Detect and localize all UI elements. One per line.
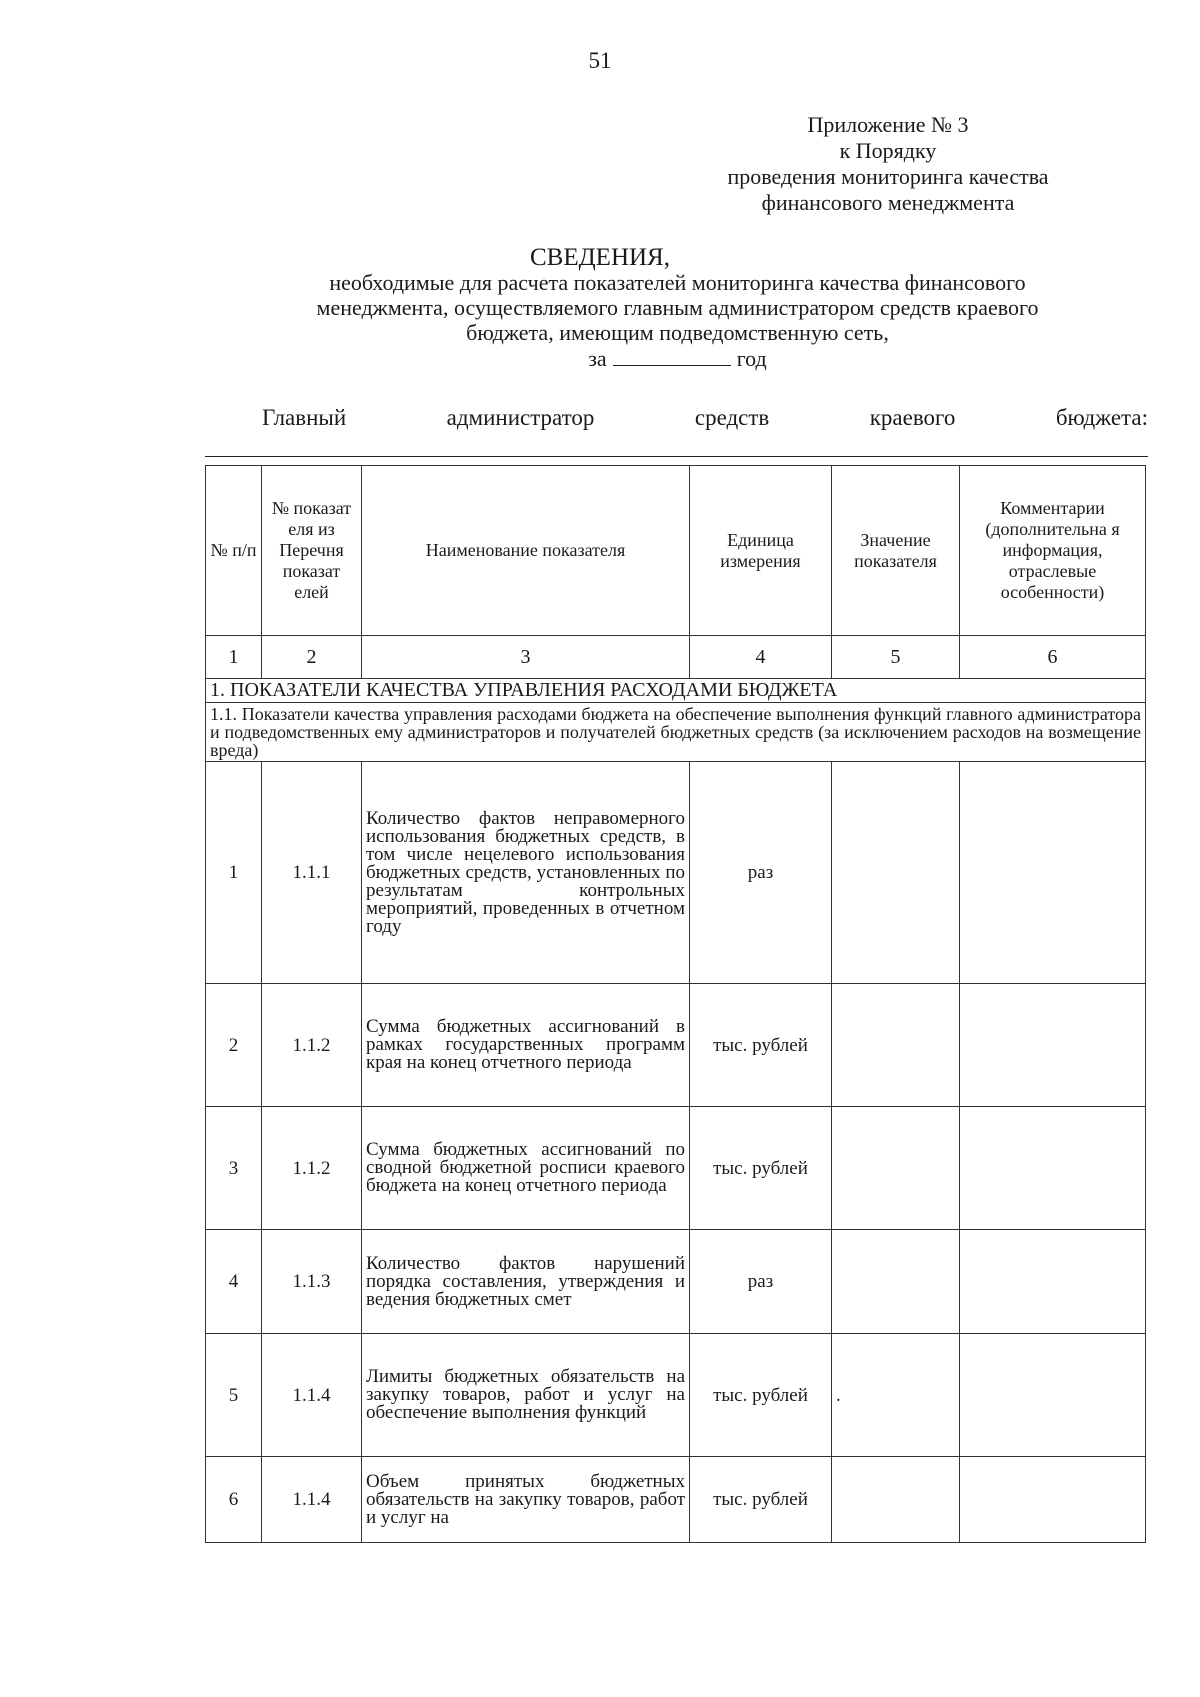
indicators-table bbox=[205, 465, 1146, 1543]
unit-of-measure: раз bbox=[690, 1230, 832, 1334]
header-cell: № показат еля из Перечня показат елей bbox=[262, 466, 362, 636]
row-number: 2 bbox=[206, 984, 262, 1107]
subtitle-line: необходимые для расчета показателей мониторинга качества финансового bbox=[329, 270, 1026, 295]
table-row bbox=[206, 1107, 1146, 1230]
appendix-line: Приложение № 3 bbox=[807, 112, 969, 137]
indicator-comment bbox=[960, 1334, 1146, 1457]
admin-word: краевого bbox=[869, 405, 956, 430]
admin-word: средств bbox=[694, 405, 770, 430]
appendix-line: проведения мониторинга качества bbox=[727, 164, 1049, 189]
period-suffix: год bbox=[736, 346, 767, 371]
indicator-comment bbox=[960, 762, 1146, 984]
indicator-code: 1.1.1 bbox=[262, 762, 362, 984]
indicator-value bbox=[832, 1107, 960, 1230]
indicator-name: Количество фактов неправомерного использования бюджетных средств, в том числе нецелевого использования бюджетных средств, установленных по результатам контрольных мероприятий, проведенных в отчетном году bbox=[362, 762, 690, 984]
row-number: 6 bbox=[206, 1457, 262, 1543]
table-row bbox=[206, 1230, 1146, 1334]
indicator-name: Объем принятых бюджетных обязательств на закупку товаров, работ и услуг на bbox=[362, 1457, 690, 1543]
indicator-value bbox=[832, 984, 960, 1107]
section-row bbox=[206, 679, 1146, 703]
subsection-heading: 1.1. Показатели качества управления расходами бюджета на обеспечение выполнения функций главного администратора и подведомственных ему администраторов и получателей бюджетных средств (за исключением расходов на возмещение вреда) bbox=[206, 703, 1146, 762]
appendix-line: финансового менеджмента bbox=[761, 190, 1015, 215]
appendix-reference bbox=[628, 112, 1148, 216]
indicator-comment bbox=[960, 984, 1146, 1107]
chief-administrator-label bbox=[262, 405, 1148, 431]
row-number: 3 bbox=[206, 1107, 262, 1230]
unit-of-measure: тыс. рублей bbox=[690, 1457, 832, 1543]
indicator-value bbox=[832, 1457, 960, 1543]
reporting-period bbox=[195, 345, 1160, 371]
page-number: 51 bbox=[588, 48, 612, 73]
unit-of-measure: раз bbox=[690, 762, 832, 984]
subtitle-line: менеджмента, осуществляемого главным администратором средств краевого bbox=[316, 295, 1039, 320]
subsection-row bbox=[206, 703, 1146, 762]
unit-of-measure: тыс. рублей bbox=[690, 1334, 832, 1457]
column-number: 3 bbox=[362, 636, 690, 679]
header-cell: Единица измерения bbox=[690, 466, 832, 636]
column-number: 6 bbox=[960, 636, 1146, 679]
admin-word: Главный bbox=[262, 405, 347, 430]
column-number-row bbox=[206, 636, 1146, 679]
indicator-comment bbox=[960, 1457, 1146, 1543]
period-blank-field bbox=[613, 345, 731, 366]
unit-of-measure: тыс. рублей bbox=[690, 984, 832, 1107]
header-cell: Комментарии (дополнительна я информация, отраслевые особенности) bbox=[960, 466, 1146, 636]
header-cell: Значение показателя bbox=[832, 466, 960, 636]
indicator-name: Количество фактов нарушений порядка составления, утверждения и ведения бюджетных смет bbox=[362, 1230, 690, 1334]
indicator-name: Лимиты бюджетных обязательств на закупку товаров, работ и услуг на обеспечение выполнения функций bbox=[362, 1334, 690, 1457]
table-row bbox=[206, 984, 1146, 1107]
indicator-value bbox=[832, 1230, 960, 1334]
column-number: 5 bbox=[832, 636, 960, 679]
indicator-code: 1.1.3 bbox=[262, 1230, 362, 1334]
admin-word: бюджета: bbox=[1055, 405, 1148, 430]
table-row bbox=[206, 1457, 1146, 1543]
document-subtitle bbox=[195, 270, 1160, 371]
section-heading: 1. ПОКАЗАТЕЛИ КАЧЕСТВА УПРАВЛЕНИЯ РАСХОДАМИ БЮДЖЕТА bbox=[206, 679, 1146, 703]
document-title: СВЕДЕНИЯ, bbox=[530, 244, 670, 271]
indicator-code: 1.1.2 bbox=[262, 1107, 362, 1230]
indicator-code: 1.1.4 bbox=[262, 1457, 362, 1543]
row-number: 5 bbox=[206, 1334, 262, 1457]
indicator-value bbox=[832, 762, 960, 984]
table-header-row bbox=[206, 466, 1146, 636]
column-number: 1 bbox=[206, 636, 262, 679]
table-row bbox=[206, 762, 1146, 984]
header-cell: № п/п bbox=[206, 466, 262, 636]
indicator-name: Сумма бюджетных ассигнований в рамках государственных программ края на конец отчетного периода bbox=[362, 984, 690, 1107]
subtitle-line: бюджета, имеющим подведомственную сеть, bbox=[466, 320, 889, 345]
appendix-line: к Порядку bbox=[839, 138, 937, 163]
column-number: 2 bbox=[262, 636, 362, 679]
indicator-code: 1.1.4 bbox=[262, 1334, 362, 1457]
indicator-code: 1.1.2 bbox=[262, 984, 362, 1107]
table-row bbox=[206, 1334, 1146, 1457]
unit-of-measure: тыс. рублей bbox=[690, 1107, 832, 1230]
indicator-value: . bbox=[832, 1334, 960, 1457]
period-prefix: за bbox=[588, 346, 607, 371]
admin-word: администратор bbox=[446, 405, 595, 430]
row-number: 1 bbox=[206, 762, 262, 984]
header-cell: Наименование показателя bbox=[362, 466, 690, 636]
column-number: 4 bbox=[690, 636, 832, 679]
indicator-name: Сумма бюджетных ассигнований по сводной бюджетной росписи краевого бюджета на конец отчетного периода bbox=[362, 1107, 690, 1230]
indicator-comment bbox=[960, 1230, 1146, 1334]
indicator-comment bbox=[960, 1107, 1146, 1230]
admin-fill-line bbox=[205, 456, 1148, 457]
row-number: 4 bbox=[206, 1230, 262, 1334]
